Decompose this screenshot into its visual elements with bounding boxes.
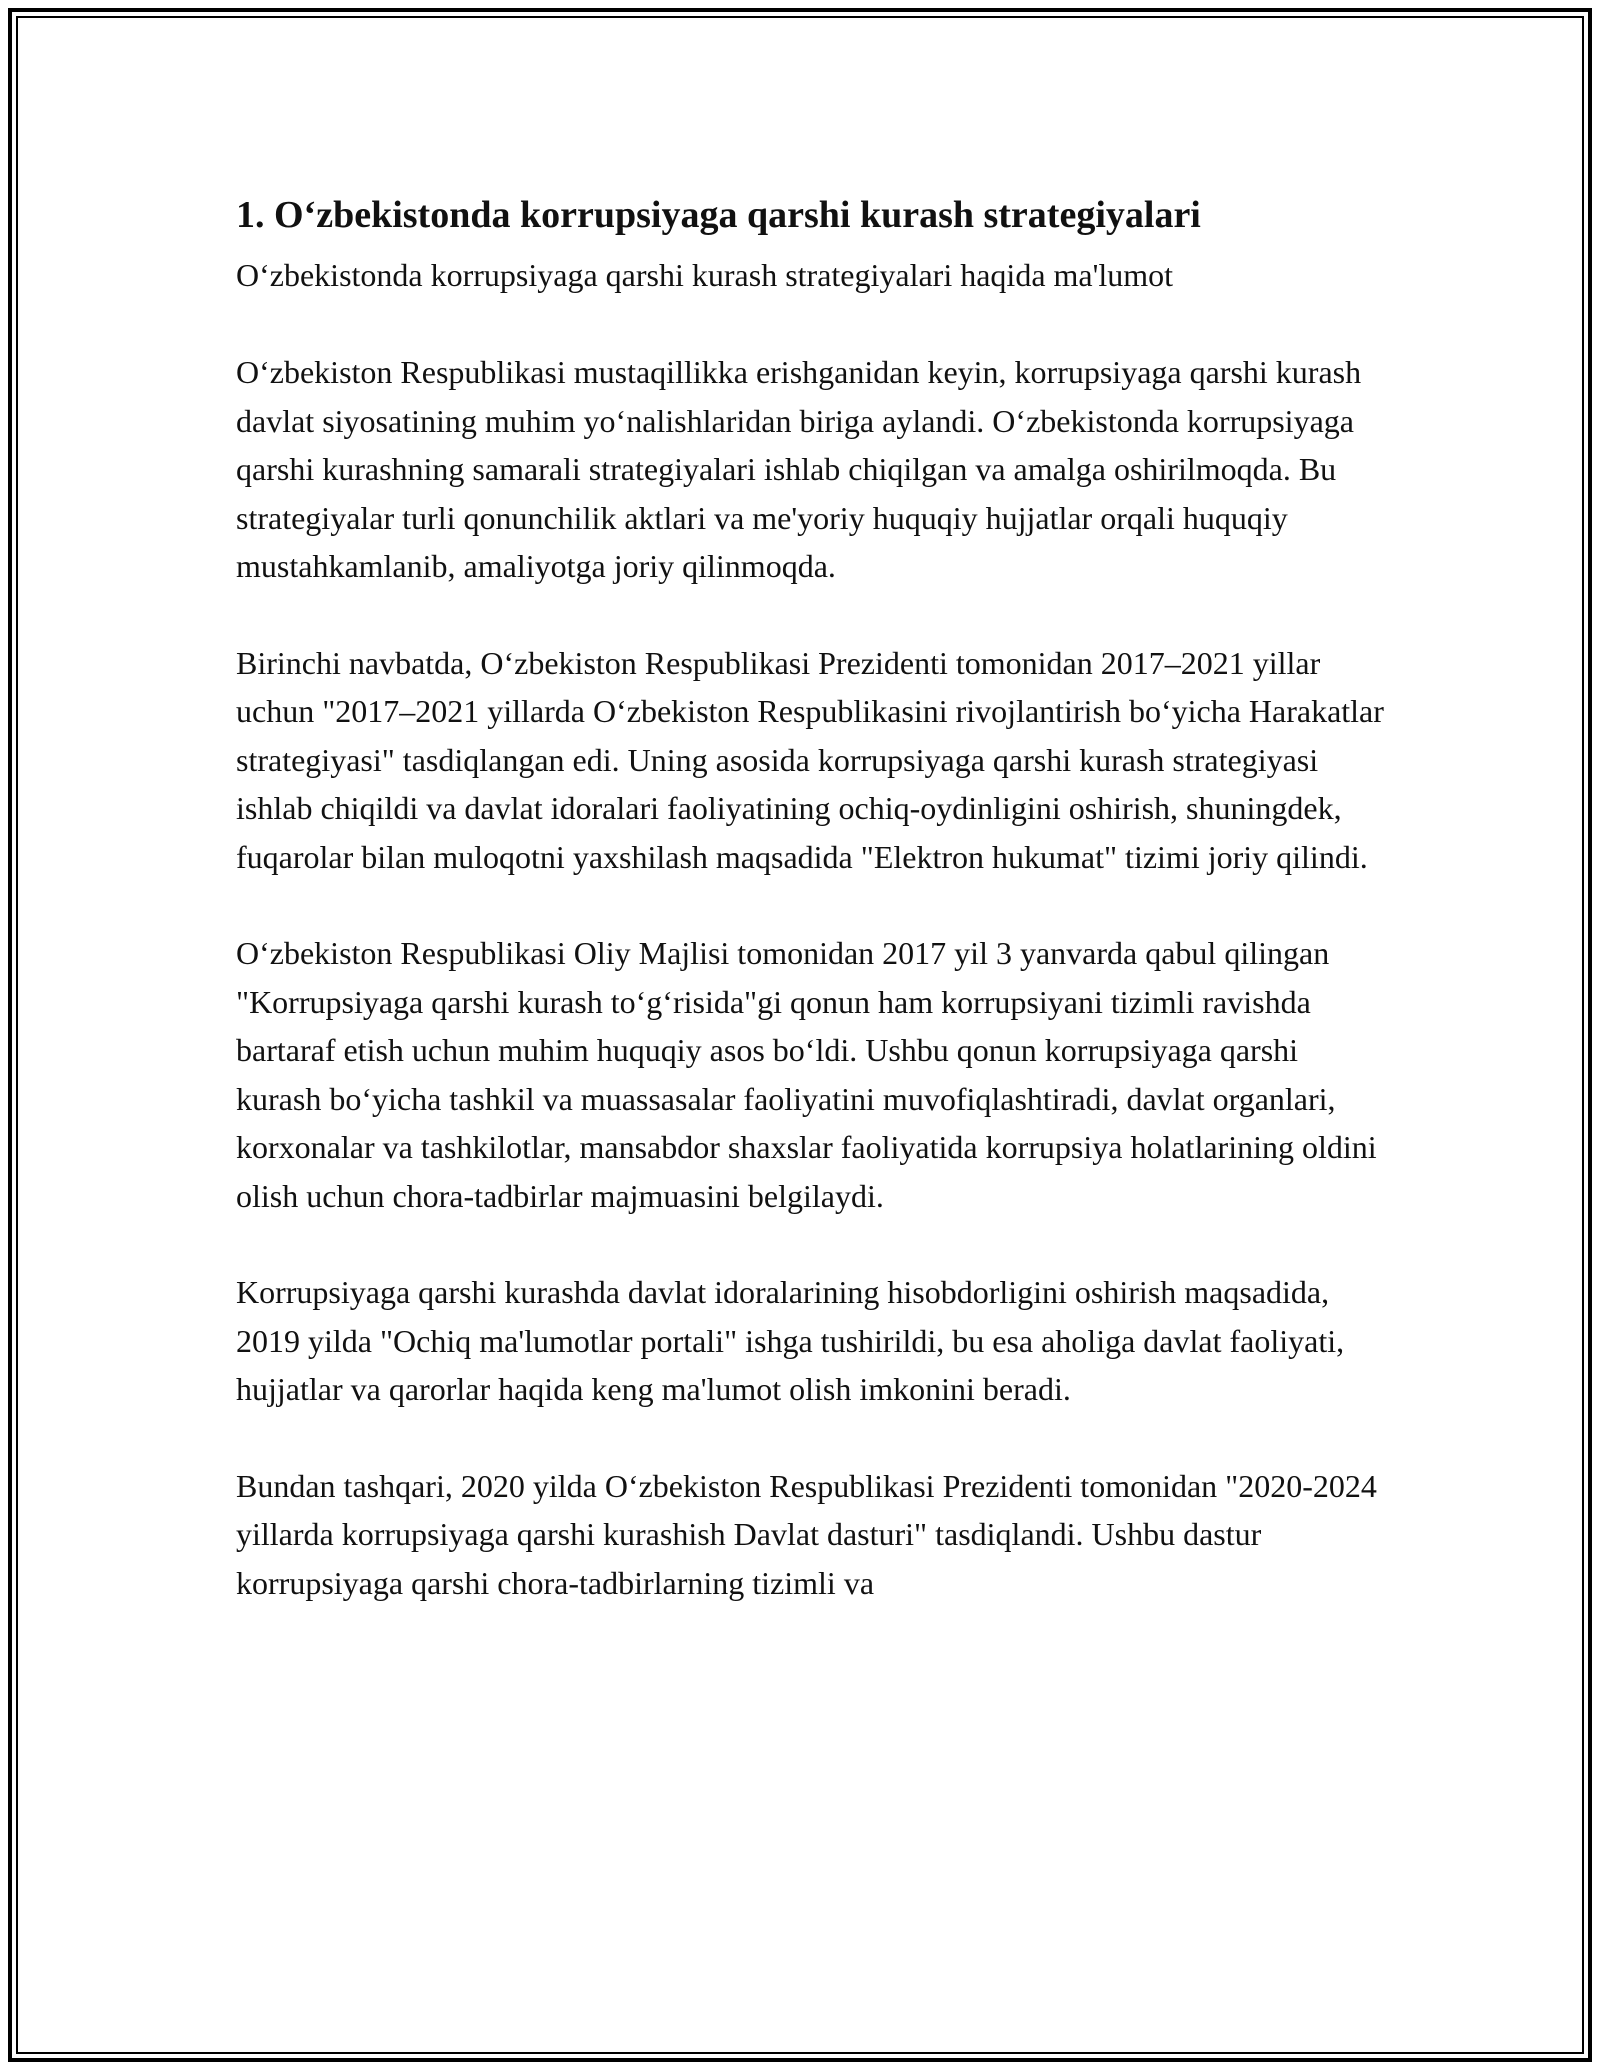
document-title: 1. O‘zbekistonda korrupsiyaga qarshi kurash strategiyalari — [236, 194, 1201, 236]
paragraph-5: Bundan tashqari, 2020 yilda O‘zbekiston Respublikasi Prezidenti tomonidan "2020-2024 yillarda korrupsiyaga qarshi kurashish Davlat dasturi" tasdiqlandi. Ushbu dastur korrupsiyaga qarshi chora-tadbirlarning tizimli va — [236, 1467, 1377, 1601]
paragraph-2: Birinchi navbatda, O‘zbekiston Respublikasi Prezidenti tomonidan 2017–2021 yillar uchun "2017–2021 yillarda O‘zbekiston Respublikasini rivojlantirish bo‘yicha Harakatlar strategiyasi" tasdiqlangan edi. Uning asosida korrupsiyaga qarshi kurash strategiyasi ishlab chiqildi va davlat idoralari faoliyatining ochiq-oydinligini oshirish, shuningdek, fuqarolar bilan muloqotni yaxshilash maqsadida "Elektron hukumat" tizimi joriy qilindi. — [236, 644, 1384, 875]
paragraph-4: Korrupsiyaga qarshi kurashda davlat idoralarining hisobdorligini oshirish maqsadida, 2019 yilda "Ochiq ma'lumotlar portali" ishga tushirildi, bu esa aholiga davlat faoliyati, hujjatlar va qarorlar haqida keng ma'lumot olish imkonini beradi. — [236, 1274, 1345, 1407]
paragraph-3: O‘zbekiston Respublikasi Oliy Majlisi tomonidan 2017 yil 3 yanvarda qabul qilingan "Korrupsiyaga qarshi kurash to‘g‘risida"gi qonun ham korrupsiyani tizimli ravishda bartaraf etish uchun muhim huquqiy asos bo‘ldi. Ushbu qonun korrupsiyaga qarshi kurash bo‘yicha tashkil va muassasalar faoliyatini muvofiqlashtiradi, davlat organlari, korxonalar va tashkilotlar, mansabdor shaxslar faoliyatida korrupsiya holatlarining oldini olish uchun chora-tadbirlar majmuasini belgilaydi. — [236, 935, 1377, 1214]
paragraph-1: O‘zbekiston Respublikasi mustaqillikka erishganidan keyin, korrupsiyaga qarshi kurash davlat siyosatining muhim yo‘nalishlaridan biriga aylandi. O‘zbekistonda korrupsiyaga qarshi kurashning samarali strategiyalari ishlab chiqilgan va amalga oshirilmoqda. Bu strategiyalar turli qonunchilik aktlari va me'yoriy huquqiy hujjatlar orqali huquqiy mustahkamlanib, amaliyotga joriy qilinmoqda. — [236, 354, 1362, 584]
document-subtitle: O‘zbekistonda korrupsiyaga qarshi kurash strategiyalari haqida ma'lumot — [236, 257, 1174, 293]
document-body — [236, 186, 1386, 1607]
